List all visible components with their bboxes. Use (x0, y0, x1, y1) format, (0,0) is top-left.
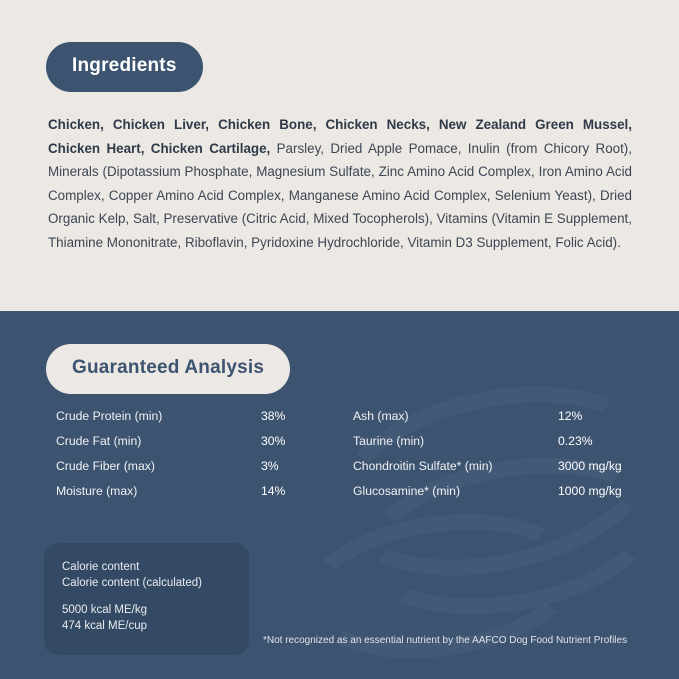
calorie-value-per-kg: 5000 kcal ME/kg (62, 604, 148, 616)
table-row: 38% (261, 409, 286, 423)
table-row: Chondroitin Sulfate* (min) (353, 459, 493, 473)
guaranteed-analysis-table (56, 404, 646, 504)
table-row: Crude Fiber (max) (56, 459, 155, 473)
table-row: 1000 mg/kg (558, 484, 622, 498)
calorie-label-1: Calorie content (62, 561, 140, 573)
footnote: *Not recognized as an essential nutrient by the AAFCO Dog Food Nutrient Profiles (263, 635, 628, 646)
ingredients-section (0, 0, 679, 311)
table-row: Ash (max) (353, 409, 409, 423)
guaranteed-analysis-section (0, 311, 679, 679)
table-row: 14% (261, 484, 286, 498)
table-row: Crude Protein (min) (56, 409, 163, 423)
spacer (62, 591, 231, 602)
calorie-content-box (44, 543, 249, 655)
ingredients-bold-text: Chicken, Chicken Liver, Chicken Bone, Chicken Necks, New Zealand Green Mussel, Chicken Heart, Chicken Cartilage, (48, 117, 632, 156)
guaranteed-analysis-heading-wrap (46, 344, 290, 394)
guaranteed-analysis-heading: Guaranteed Analysis (46, 344, 290, 394)
ingredients-heading: Ingredients (46, 42, 203, 92)
ingredients-text (48, 113, 632, 254)
ingredients-heading-wrap (46, 42, 203, 92)
table-row: Taurine (min) (353, 434, 425, 448)
ingredients-rest-text: Parsley, Dried Apple Pomace, Inulin (from Chicory Root), Minerals (Dipotassium Phosphate, Magnesium Sulfate, Zinc Amino Acid Complex, Iron Amino Acid Complex, Copper Amino Acid Complex, Manganese Amino Acid Complex, Selenium Yeast), Dried Organic Kelp, Salt, Preservative (Citric Acid, Mixed Tocopherols), Vitamins (Vitamin E Supplement, Thiamine Mononitrate, Riboflavin, Pyridoxine Hydrochloride, Vitamin D3 Supplement, Folic Acid). (48, 140, 632, 250)
table-row: 12% (558, 409, 583, 423)
calorie-value-per-cup: 474 kcal ME/cup (62, 620, 148, 632)
table-row: Crude Fat (min) (56, 434, 142, 448)
table-row: 30% (261, 434, 286, 448)
table-row: Moisture (max) (56, 484, 138, 498)
table-row: 0.23% (558, 434, 593, 448)
table-row: 3% (261, 459, 279, 473)
calorie-label-2: Calorie content (calculated) (62, 577, 202, 589)
table-row: 3000 mg/kg (558, 459, 622, 473)
table-row: Glucosamine* (min) (353, 484, 461, 498)
